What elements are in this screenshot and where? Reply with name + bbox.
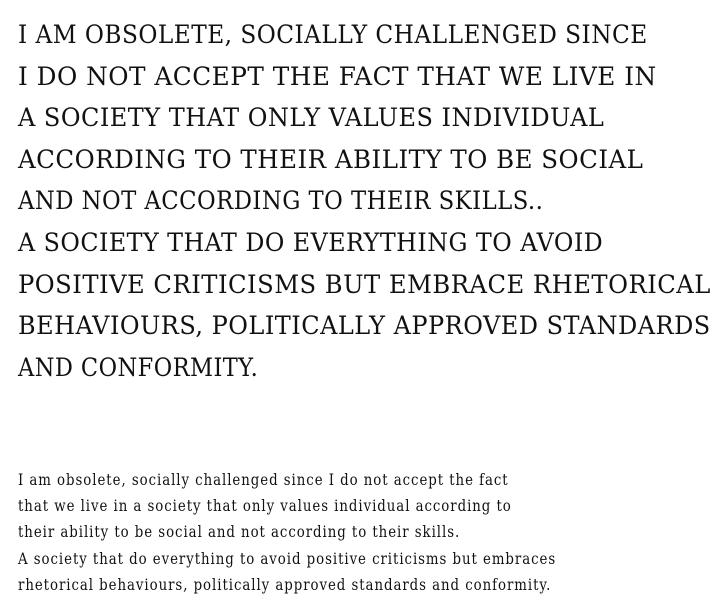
uppercase-line: I AM OBSOLETE, SOCIALLY CHALLENGED SINCE [18, 20, 648, 49]
lowercase-line: A society that do everything to avoid positive criticisms but embraces [18, 549, 557, 568]
uppercase-line: A SOCIETY THAT DO EVERYTHING TO AVOID [18, 227, 604, 257]
uppercase-text-block [18, 14, 718, 388]
lowercase-line: that we live in a society that only values individual according to [18, 497, 512, 516]
uppercase-line: ACCORDING TO THEIR ABILITY TO BE SOCIAL [18, 144, 644, 174]
lowercase-line: I am obsolete, socially challenged since I do not accept the fact [18, 471, 509, 489]
uppercase-line: BEHAVIOURS, POLITICALLY APPROVED STANDARDS [18, 311, 711, 341]
lowercase-line: their ability to be social and not according to their skills. [18, 523, 461, 542]
uppercase-line: A SOCIETY THAT ONLY VALUES INDIVIDUAL [18, 103, 605, 133]
uppercase-line: I DO NOT ACCEPT THE FACT THAT WE LIVE IN [18, 61, 657, 91]
uppercase-line: POSITIVE CRITICISMS BUT EMBRACE RHETORICAL [18, 269, 711, 299]
uppercase-line: AND CONFORMITY. [18, 352, 259, 382]
uppercase-line: AND NOT ACCORDING TO THEIR SKILLS.. [18, 186, 544, 216]
lowercase-text-block [18, 467, 718, 598]
lowercase-line: rhetorical behaviours, politically approved standards and conformity. [18, 575, 552, 594]
